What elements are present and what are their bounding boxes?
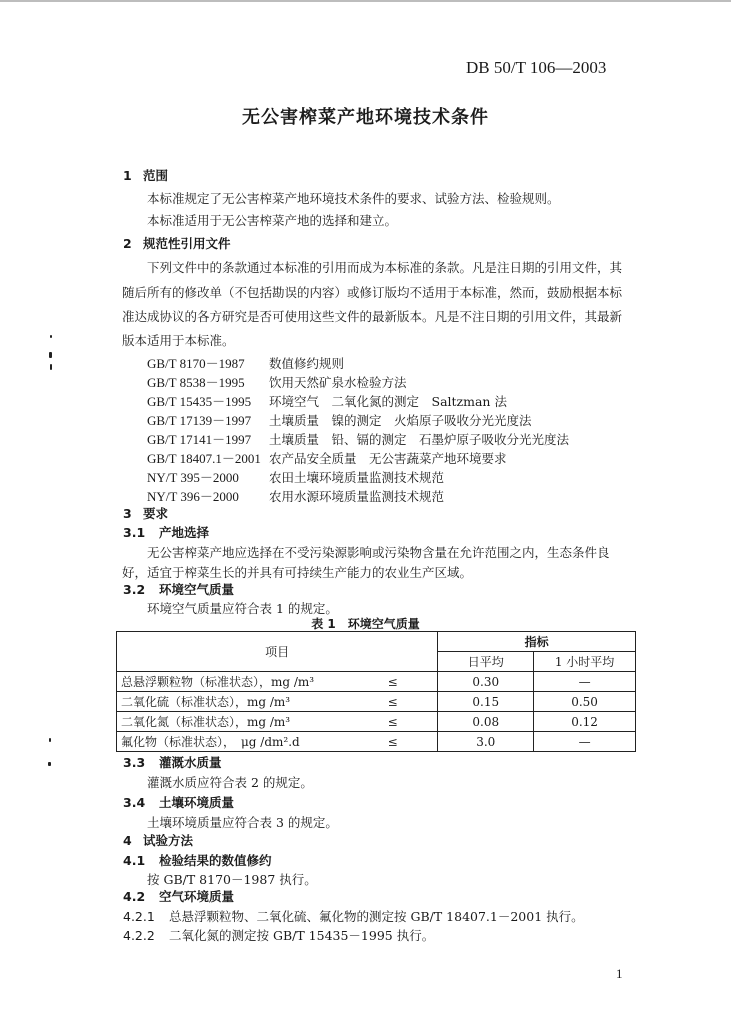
table-row <box>117 672 636 692</box>
table-header-hourly: 1 小时平均 <box>534 652 636 672</box>
section-title: 空气环境质量 <box>159 889 235 904</box>
table-header-item: 项目 <box>117 632 438 672</box>
reference-name: 数值修约规则 <box>269 356 345 371</box>
reference-item <box>147 429 569 448</box>
reference-name: 土壤质量 铅、镉的测定 石墨炉原子吸收分光光度法 <box>269 432 570 447</box>
standard-code: DB 50/T 106—2003 <box>466 58 607 77</box>
paragraph-line: 随后所有的修改单（不包括勘误的内容）或修订版均不适用于本标准，然而，鼓励根据本标 <box>122 285 623 300</box>
section-title: 灌溉水质量 <box>159 755 222 770</box>
table-cell-hourly: 0.50 <box>534 692 636 712</box>
table-row <box>117 692 636 712</box>
section-4-1-heading <box>123 851 272 869</box>
section-number: 1 <box>123 168 132 183</box>
section-3-4-heading <box>123 793 234 811</box>
table-cell-item: 氟化物（标准状态）， μg /dm².d <box>117 732 349 752</box>
table-header-index: 指标 <box>438 632 636 652</box>
section-number: 2 <box>123 236 132 251</box>
section-1-heading <box>123 166 168 184</box>
table-cell-item: 总悬浮颗粒物（标准状态），mg /m³ <box>117 672 349 692</box>
section-number: 4 <box>123 833 132 848</box>
section-title: 要求 <box>143 506 169 521</box>
scan-speck <box>50 364 52 370</box>
reference-item <box>147 410 532 429</box>
table-cell-item: 二氧化氮（标准状态），mg /m³ <box>117 712 349 732</box>
reference-item <box>147 391 507 410</box>
page-number: 1 <box>616 966 623 981</box>
scan-speck <box>49 352 52 358</box>
section-title: 检验结果的数值修约 <box>159 853 272 868</box>
reference-item <box>147 448 507 467</box>
section-number: 3.3 <box>123 755 146 770</box>
reference-code: NY/T 396－2000 <box>147 489 239 504</box>
reference-code: GB/T 17139－1997 <box>147 413 252 428</box>
paragraph: 土壤环境质量应符合表 3 的规定。 <box>147 815 338 830</box>
paragraph-line: 准达成协议的各方研究是否可使用这些文件的最新版本。凡是不注日期的引用文件，其最新 <box>122 309 623 324</box>
table-cell-operator: ≤ <box>348 672 438 692</box>
clause-4-2-2 <box>123 926 434 944</box>
scan-speck <box>48 762 51 766</box>
scan-speck <box>50 335 52 338</box>
table-cell-daily: 0.08 <box>438 712 534 732</box>
section-number: 3.2 <box>123 582 146 597</box>
section-title: 规范性引用文件 <box>143 236 231 251</box>
reference-code: GB/T 8170－1987 <box>147 356 245 371</box>
table-header-row <box>117 632 636 652</box>
table-cell-operator: ≤ <box>348 732 438 752</box>
paragraph-line: 下列文件中的条款通过本标准的引用而成为本标准的条款。凡是注日期的引用文件，其 <box>147 260 623 275</box>
reference-name: 土壤质量 镍的测定 火焰原子吸收分光光度法 <box>269 413 532 428</box>
reference-item <box>147 372 407 391</box>
table-cell-hourly: — <box>534 672 636 692</box>
reference-name: 农用水源环境质量监测技术规范 <box>269 489 445 504</box>
paragraph-line: 无公害榨菜产地应选择在不受污染源影响或污染物含量在允许范围之内，生态条件良 <box>147 545 610 560</box>
reference-code: GB/T 8538－1995 <box>147 375 245 390</box>
section-title: 土壤环境质量 <box>159 795 235 810</box>
section-number: 3.4 <box>123 795 146 810</box>
section-title: 环境空气质量 <box>159 582 235 597</box>
reference-item <box>147 486 444 505</box>
section-3-3-heading <box>123 753 222 771</box>
paragraph: 按 GB/T 8170－1987 执行。 <box>147 872 317 887</box>
table-1-caption: 表 1 环境空气质量 <box>311 617 420 631</box>
section-3-1-heading <box>123 523 209 541</box>
table-air-quality <box>116 631 636 752</box>
document-title: 无公害榨菜产地环境技术条件 <box>242 107 489 128</box>
section-number: 3.1 <box>123 525 146 540</box>
paragraph: 本标准适用于无公害榨菜产地的选择和建立。 <box>147 213 398 228</box>
clause-text: 二氧化氮的测定按 GB/T 15435－1995 执行。 <box>169 928 435 943</box>
reference-item <box>147 353 344 372</box>
table-cell-item: 二氧化硫（标准状态），mg /m³ <box>117 692 349 712</box>
section-number: 4.2 <box>123 889 146 904</box>
clause-4-2-1 <box>123 907 584 925</box>
reference-code: NY/T 395－2000 <box>147 470 239 485</box>
reference-name: 环境空气 二氧化氮的测定 Saltzman 法 <box>269 394 507 409</box>
section-2-heading <box>123 234 231 252</box>
table-cell-daily: 0.15 <box>438 692 534 712</box>
table-cell-hourly: — <box>534 732 636 752</box>
section-4-heading <box>123 831 193 849</box>
paragraph: 本标准规定了无公害榨菜产地环境技术条件的要求、试验方法、检验规则。 <box>147 191 560 206</box>
section-4-2-heading <box>123 887 234 905</box>
section-title: 范围 <box>143 168 169 183</box>
paragraph: 环境空气质量应符合表 1 的规定。 <box>147 601 338 616</box>
table-cell-daily: 3.0 <box>438 732 534 752</box>
reference-code: GB/T 15435－1995 <box>147 394 252 409</box>
table-header-daily: 日平均 <box>438 652 534 672</box>
paragraph-line: 版本适用于本标准。 <box>122 333 235 348</box>
table-cell-operator: ≤ <box>348 692 438 712</box>
section-title: 试验方法 <box>143 833 194 848</box>
paragraph: 灌溉水质应符合表 2 的规定。 <box>147 775 313 790</box>
table-row <box>117 712 636 732</box>
table-cell-operator: ≤ <box>348 712 438 732</box>
section-number: 3 <box>123 506 132 521</box>
reference-name: 饮用天然矿泉水检验方法 <box>269 375 407 390</box>
section-number: 4.1 <box>123 853 146 868</box>
reference-code: GB/T 17141－1997 <box>147 432 252 447</box>
scan-top-border <box>0 0 731 2</box>
section-title: 产地选择 <box>159 525 210 540</box>
section-3-heading <box>123 504 168 522</box>
table-cell-daily: 0.30 <box>438 672 534 692</box>
section-3-2-heading <box>123 580 234 598</box>
table-row <box>117 732 636 752</box>
reference-item <box>147 467 444 486</box>
clause-text: 总悬浮颗粒物、二氧化硫、氟化物的测定按 GB/T 18407.1－2001 执行。 <box>169 909 584 924</box>
reference-name: 农产品安全质量 无公害蔬菜产地环境要求 <box>269 451 507 466</box>
reference-code: GB/T 18407.1－2001 <box>147 451 261 466</box>
paragraph-line: 好，适宜于榨菜生长的并具有可持续生产能力的农业生产区域。 <box>122 565 473 580</box>
clause-number: 4.2.1 <box>123 909 155 924</box>
scan-speck <box>49 738 51 742</box>
clause-number: 4.2.2 <box>123 928 155 943</box>
reference-name: 农田土壤环境质量监测技术规范 <box>269 470 445 485</box>
table-cell-hourly: 0.12 <box>534 712 636 732</box>
